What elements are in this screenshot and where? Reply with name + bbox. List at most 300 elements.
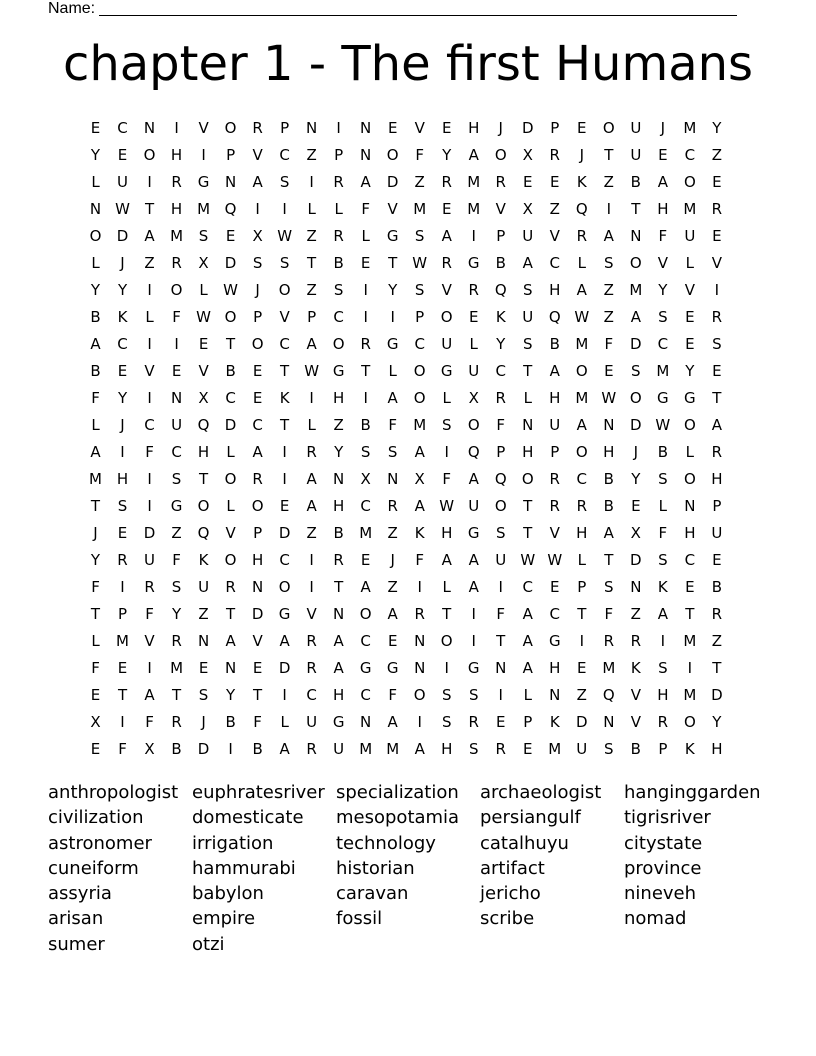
grid-letter: C: [171, 442, 182, 461]
grid-letter: V: [144, 631, 155, 650]
grid-letter: C: [225, 388, 236, 407]
grid-letter: W: [196, 307, 211, 326]
grid-letter: J: [120, 253, 125, 272]
grid-letter: N: [224, 172, 237, 191]
name-field[interactable]: [48, 0, 748, 18]
grid-letter: O: [440, 631, 453, 650]
grid-letter: P: [658, 739, 668, 758]
grid-letter: X: [90, 712, 101, 731]
grid-letter: S: [414, 280, 425, 299]
grid-letter: H: [657, 685, 669, 704]
grid-letter: C: [549, 604, 561, 623]
grid-letter: G: [197, 172, 210, 191]
grid-letter: Z: [306, 523, 317, 542]
grid-letter: R: [333, 226, 344, 245]
grid-letter: A: [225, 631, 236, 650]
grid-letter: A: [603, 226, 614, 245]
grid-letter: L: [685, 442, 695, 461]
grid-letter: B: [333, 523, 344, 542]
grid-letter: N: [495, 658, 507, 677]
grid-letter: Z: [387, 523, 398, 542]
grid-letter: E: [117, 361, 128, 380]
grid-letter: Q: [224, 199, 237, 218]
grid-letter: E: [604, 361, 614, 380]
grid-letter: O: [413, 388, 426, 407]
grid-letter: L: [91, 172, 100, 191]
grid-letter: W: [223, 280, 238, 299]
grid-letter: L: [658, 496, 668, 515]
grid-letter: S: [604, 577, 614, 596]
grid-letter: O: [224, 550, 237, 569]
grid-letter: R: [468, 712, 479, 731]
grid-letter: Z: [603, 307, 614, 326]
grid-letter: X: [468, 388, 479, 407]
grid-letter: A: [468, 145, 479, 164]
grid-letter: Y: [496, 334, 506, 353]
grid-letter: D: [630, 550, 642, 569]
grid-letter: E: [90, 739, 101, 758]
grid-letter: C: [576, 469, 588, 488]
grid-letter: C: [144, 415, 155, 434]
grid-letter: W: [601, 388, 617, 407]
grid-letter: D: [224, 415, 237, 434]
grid-letter: R: [711, 307, 723, 326]
grid-letter: G: [359, 658, 372, 677]
grid-letter: O: [224, 469, 237, 488]
grid-letter: M: [575, 388, 589, 407]
grid-letter: R: [171, 631, 182, 650]
grid-letter: B: [225, 361, 236, 380]
grid-letter: T: [712, 388, 722, 407]
word-bank-item: persiangulf: [480, 807, 581, 829]
grid-letter: A: [387, 388, 398, 407]
grid-letter: R: [171, 253, 182, 272]
grid-letter: R: [252, 469, 263, 488]
grid-letter: G: [278, 604, 291, 623]
grid-letter: E: [90, 118, 101, 137]
grid-letter: T: [361, 361, 371, 380]
grid-letter: L: [226, 496, 235, 515]
grid-letter: Q: [197, 415, 210, 434]
grid-letter: D: [630, 334, 642, 353]
grid-letter: F: [172, 550, 181, 569]
grid-letter: V: [279, 307, 290, 326]
grid-letter: F: [91, 388, 100, 407]
grid-letter: D: [251, 604, 264, 623]
grid-letter: V: [225, 523, 236, 542]
word-bank-item: caravan: [336, 883, 409, 905]
grid-letter: T: [280, 415, 290, 434]
grid-letter: U: [711, 523, 723, 542]
grid-letter: B: [630, 739, 641, 758]
grid-letter: T: [604, 550, 614, 569]
grid-letter: P: [550, 442, 560, 461]
grid-letter: E: [117, 145, 128, 164]
grid-letter: E: [171, 361, 182, 380]
grid-letter: L: [307, 199, 316, 218]
grid-letter: C: [684, 550, 696, 569]
grid-letter: P: [415, 307, 425, 326]
grid-letter: W: [439, 496, 455, 515]
word-bank-item: scribe: [480, 908, 535, 930]
grid-letter: B: [171, 739, 182, 758]
grid-letter: W: [520, 550, 536, 569]
grid-letter: A: [279, 739, 290, 758]
grid-letter: F: [145, 442, 154, 461]
grid-letter: I: [147, 496, 152, 515]
grid-letter: L: [91, 415, 100, 434]
grid-letter: C: [252, 415, 263, 434]
grid-letter: S: [495, 523, 506, 542]
grid-letter: Z: [306, 280, 317, 299]
grid-letter: C: [117, 118, 128, 137]
grid-letter: I: [660, 631, 666, 650]
grid-letter: T: [198, 469, 209, 488]
grid-letter: I: [147, 388, 152, 407]
grid-letter: E: [712, 172, 722, 191]
grid-letter: D: [711, 685, 723, 704]
grid-letter: L: [334, 199, 343, 218]
grid-letter: H: [197, 442, 210, 461]
grid-letter: U: [684, 226, 696, 245]
grid-letter: J: [498, 118, 503, 137]
grid-letter: Y: [117, 280, 128, 299]
grid-letter: A: [90, 334, 101, 353]
grid-letter: R: [306, 442, 317, 461]
grid-letter: A: [657, 172, 668, 191]
grid-letter: F: [172, 307, 181, 326]
grid-letter: A: [90, 442, 101, 461]
grid-letter: O: [575, 442, 588, 461]
grid-letter: V: [630, 712, 641, 731]
grid-letter: E: [523, 739, 533, 758]
grid-letter: I: [120, 442, 125, 461]
grid-letter: V: [549, 226, 560, 245]
grid-letter: C: [117, 334, 128, 353]
grid-letter: R: [468, 280, 479, 299]
word-bank-item: historian: [336, 857, 415, 879]
grid-letter: L: [199, 280, 208, 299]
grid-letter: P: [280, 118, 290, 137]
grid-letter: C: [333, 307, 344, 326]
grid-letter: I: [363, 388, 368, 407]
grid-letter: F: [118, 739, 127, 758]
word-bank-item: sumer: [48, 933, 105, 955]
grid-letter: M: [197, 199, 211, 218]
grid-letter: L: [685, 253, 695, 272]
grid-letter: P: [307, 307, 317, 326]
grid-letter: S: [522, 334, 533, 353]
grid-letter: L: [523, 685, 532, 704]
grid-letter: J: [633, 442, 639, 461]
grid-letter: R: [657, 712, 669, 731]
grid-letter: W: [115, 199, 130, 218]
grid-letter: C: [360, 685, 371, 704]
grid-letter: J: [201, 712, 206, 731]
grid-letter: H: [549, 280, 561, 299]
grid-letter: A: [333, 631, 344, 650]
grid-letter: S: [468, 685, 479, 704]
grid-letter: U: [522, 226, 534, 245]
grid-letter: O: [683, 712, 696, 731]
grid-letter: F: [658, 226, 668, 245]
word-bank-item: anthropologist: [48, 782, 179, 803]
grid-letter: V: [252, 145, 263, 164]
grid-letter: U: [306, 712, 318, 731]
grid-letter: F: [496, 604, 506, 623]
grid-letter: A: [387, 712, 398, 731]
grid-letter: O: [278, 577, 291, 596]
grid-letter: Y: [226, 685, 236, 704]
page-title: chapter 1 - The first Humans: [62, 36, 754, 92]
grid-letter: A: [279, 631, 290, 650]
grid-letter: X: [360, 469, 371, 488]
grid-letter: T: [90, 496, 101, 515]
grid-letter: A: [306, 496, 317, 515]
grid-letter: W: [304, 361, 320, 380]
grid-letter: F: [253, 712, 262, 731]
grid-letter: I: [147, 469, 152, 488]
grid-letter: U: [144, 550, 156, 569]
grid-letter: R: [387, 496, 398, 515]
grid-letter: D: [197, 739, 210, 758]
grid-letter: N: [549, 685, 561, 704]
grid-letter: A: [576, 280, 587, 299]
grid-letter: E: [523, 172, 533, 191]
grid-letter: M: [683, 118, 697, 137]
grid-letter: D: [576, 712, 588, 731]
grid-letter: N: [603, 712, 615, 731]
grid-letter: C: [684, 145, 696, 164]
grid-letter: J: [660, 118, 666, 137]
word-bank-item: nomad: [624, 908, 687, 930]
grid-letter: I: [363, 280, 368, 299]
word-bank-item: civilization: [48, 807, 144, 829]
grid-letter: C: [495, 361, 506, 380]
grid-letter: C: [279, 145, 290, 164]
grid-letter: L: [226, 442, 235, 461]
word-bank-item: irrigation: [192, 832, 274, 854]
grid-letter: W: [655, 415, 671, 434]
grid-letter: N: [360, 145, 372, 164]
grid-letter: E: [631, 496, 641, 515]
grid-letter: G: [440, 361, 453, 380]
grid-letter: A: [549, 361, 560, 380]
grid-letter: I: [228, 739, 233, 758]
grid-letter: N: [251, 577, 264, 596]
grid-letter: O: [494, 145, 507, 164]
grid-letter: R: [117, 550, 128, 569]
grid-letter: R: [306, 658, 317, 677]
grid-letter: C: [360, 496, 371, 515]
grid-letter: R: [549, 145, 560, 164]
grid-letter: O: [467, 415, 480, 434]
grid-letter: E: [117, 523, 128, 542]
grid-letter: O: [413, 361, 426, 380]
grid-letter: S: [279, 253, 290, 272]
grid-letter: P: [523, 712, 533, 731]
grid-letter: N: [522, 415, 534, 434]
grid-letter: I: [309, 172, 314, 191]
grid-letter: B: [603, 469, 614, 488]
grid-letter: P: [712, 496, 722, 515]
grid-letter: H: [251, 550, 264, 569]
grid-letter: C: [279, 550, 290, 569]
grid-letter: E: [360, 253, 371, 272]
grid-letter: M: [413, 199, 427, 218]
grid-letter: Z: [198, 604, 209, 623]
grid-letter: E: [225, 226, 236, 245]
grid-letter: F: [91, 577, 100, 596]
grid-letter: G: [467, 523, 480, 542]
grid-letter: A: [252, 442, 263, 461]
grid-letter: K: [414, 523, 425, 542]
grid-letter: B: [711, 577, 723, 596]
grid-letter: S: [279, 172, 290, 191]
grid-letter: S: [198, 685, 209, 704]
grid-letter: N: [89, 199, 102, 218]
grid-letter: S: [658, 307, 668, 326]
grid-letter: S: [387, 442, 398, 461]
grid-letter: E: [577, 658, 587, 677]
grid-letter: A: [414, 739, 425, 758]
grid-letter: M: [467, 172, 481, 191]
grid-letter: M: [89, 469, 102, 488]
grid-letter: O: [224, 307, 237, 326]
grid-letter: H: [441, 739, 453, 758]
grid-letter: L: [307, 415, 316, 434]
grid-letter: O: [440, 307, 453, 326]
word-bank-item: astronomer: [48, 832, 152, 854]
grid-letter: D: [386, 172, 399, 191]
grid-letter: E: [441, 199, 452, 218]
grid-letter: O: [629, 388, 642, 407]
grid-letter: I: [363, 307, 368, 326]
grid-letter: O: [89, 226, 102, 245]
grid-letter: Z: [171, 523, 182, 542]
grid-letter: A: [144, 685, 155, 704]
grid-letter: F: [496, 415, 506, 434]
grid-letter: T: [226, 604, 236, 623]
grid-letter: G: [548, 631, 561, 650]
grid-letter: U: [468, 496, 480, 515]
grid-letter: T: [523, 496, 533, 515]
grid-letter: E: [252, 361, 263, 380]
grid-letter: M: [548, 739, 562, 758]
grid-letter: O: [197, 496, 210, 515]
grid-letter: G: [467, 658, 480, 677]
grid-letter: W: [547, 550, 563, 569]
grid-letter: N: [414, 631, 426, 650]
grid-letter: O: [683, 469, 696, 488]
grid-letter: N: [414, 658, 426, 677]
grid-letter: A: [414, 442, 425, 461]
grid-letter: H: [549, 658, 561, 677]
grid-letter: H: [603, 442, 615, 461]
grid-letter: L: [91, 631, 100, 650]
grid-letter: E: [712, 550, 722, 569]
grid-letter: S: [631, 361, 641, 380]
grid-letter: Z: [306, 226, 317, 245]
grid-letter: O: [251, 334, 264, 353]
grid-letter: A: [630, 307, 641, 326]
grid-letter: O: [278, 280, 291, 299]
grid-letter: R: [360, 334, 371, 353]
grid-letter: H: [711, 739, 723, 758]
grid-letter: I: [471, 226, 476, 245]
word-bank-item: citystate: [624, 832, 703, 854]
grid-letter: A: [468, 469, 479, 488]
grid-letter: Q: [467, 442, 480, 461]
grid-letter: V: [657, 253, 668, 272]
grid-letter: H: [116, 469, 129, 488]
grid-letter: R: [144, 577, 155, 596]
grid-letter: O: [170, 280, 183, 299]
grid-letter: D: [521, 118, 534, 137]
grid-letter: G: [684, 388, 696, 407]
grid-letter: E: [117, 658, 128, 677]
grid-letter: D: [278, 523, 291, 542]
grid-letter: O: [602, 118, 615, 137]
grid-letter: N: [170, 388, 183, 407]
grid-letter: G: [657, 388, 669, 407]
grid-letter: D: [224, 253, 237, 272]
grid-letter: I: [606, 199, 612, 218]
grid-letter: H: [441, 523, 453, 542]
name-blank-line[interactable]: [99, 0, 737, 16]
grid-letter: V: [414, 118, 425, 137]
grid-letter: W: [574, 307, 590, 326]
grid-letter: Z: [711, 631, 722, 650]
grid-letter: X: [252, 226, 263, 245]
grid-letter: S: [441, 415, 452, 434]
grid-letter: B: [549, 334, 560, 353]
grid-letter: F: [415, 145, 425, 164]
grid-letter: V: [495, 199, 506, 218]
word-bank-item: euphratesriver: [192, 782, 325, 803]
grid-letter: U: [333, 739, 345, 758]
grid-letter: Q: [494, 280, 507, 299]
grid-letter: E: [252, 658, 263, 677]
grid-letter: F: [145, 712, 154, 731]
grid-letter: L: [442, 388, 451, 407]
grid-letter: T: [631, 199, 641, 218]
grid-letter: Z: [603, 172, 614, 191]
grid-letter: I: [579, 631, 584, 650]
grid-letter: I: [147, 172, 152, 191]
grid-letter: T: [496, 631, 506, 650]
grid-letter: R: [306, 739, 317, 758]
grid-letter: U: [630, 145, 642, 164]
grid-letter: I: [444, 442, 449, 461]
word-bank-item: arisan: [48, 908, 104, 930]
grid-letter: R: [495, 172, 506, 191]
grid-letter: Y: [171, 604, 182, 623]
grid-letter: Z: [576, 685, 587, 704]
grid-letter: E: [685, 307, 695, 326]
grid-letter: I: [471, 631, 476, 650]
grid-letter: S: [360, 442, 371, 461]
grid-letter: C: [414, 334, 425, 353]
grid-letter: E: [387, 118, 398, 137]
grid-letter: I: [120, 577, 125, 596]
grid-letter: E: [198, 658, 209, 677]
grid-letter: Z: [711, 145, 722, 164]
grid-letter: E: [658, 145, 668, 164]
grid-letter: G: [467, 253, 480, 272]
grid-letter: M: [170, 658, 184, 677]
grid-letter: H: [333, 685, 345, 704]
